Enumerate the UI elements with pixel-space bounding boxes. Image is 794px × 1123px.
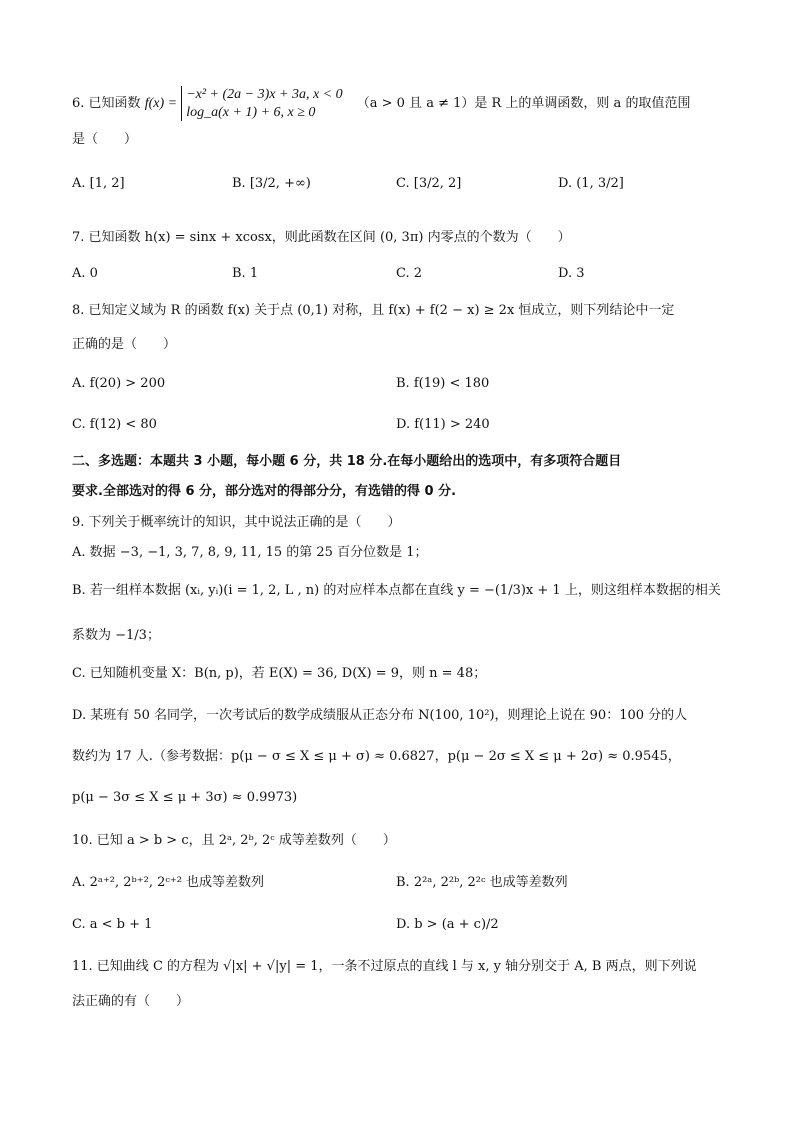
q6-option-d: D. (1, 3/2] bbox=[558, 176, 624, 191]
section2-heading-line1: 二、多选题：本题共 3 小题，每小题 6 分，共 18 分.在每小题给出的选项中，有多项符合题目 bbox=[72, 454, 622, 469]
q8-option-b: B. f(19) < 180 bbox=[396, 376, 490, 391]
q7-option-d: D. 3 bbox=[558, 266, 585, 281]
q8-option-d: D. f(11) > 240 bbox=[396, 417, 490, 432]
q6-piece2: log_a(x + 1) + 6, x ≥ 0 bbox=[186, 104, 316, 120]
q6-func: f(x) = bbox=[144, 96, 178, 111]
q10-option-a: A. 2ᵃ⁺², 2ᵇ⁺², 2ᶜ⁺² 也成等差数列 bbox=[72, 875, 265, 890]
q6-piecewise bbox=[181, 86, 342, 121]
q9-option-b-line1: B. 若一组样本数据 (xᵢ, yᵢ)(i = 1, 2, L , n) 的对应样本点都在直线 y = −(1/3)x + 1 上，则这组样本数据的相关 bbox=[72, 583, 721, 598]
q6-cont: 是（ ） bbox=[72, 132, 138, 147]
q7-option-a: A. 0 bbox=[72, 266, 98, 281]
q9-option-d-line3: p(μ − 3σ ≤ X ≤ μ + 3σ) ≈ 0.9973) bbox=[72, 790, 298, 805]
q9-stem: 9. 下列关于概率统计的知识，其中说法正确的是（ ） bbox=[72, 515, 401, 530]
q6-prefix: 6. 已知函数 bbox=[72, 96, 141, 111]
q6-piece1: −x² + (2a − 3)x + 3a, x < 0 bbox=[186, 87, 343, 102]
q6-option-a: A. [1, 2] bbox=[72, 176, 125, 191]
q6-option-c: C. [3/2, 2] bbox=[396, 176, 462, 191]
q9-option-d-line2: 数约为 17 人.（参考数据：p(μ − σ ≤ X ≤ μ + σ) ≈ 0.6827，p(μ − 2σ ≤ X ≤ μ + 2σ) ≈ 0.9545， bbox=[72, 749, 681, 764]
q7-option-b: B. 1 bbox=[232, 266, 259, 281]
q9-option-c: C. 已知随机变量 X：B(n, p)，若 E(X) = 36, D(X) = 9，则 n = 48； bbox=[72, 666, 487, 681]
q8-option-a: A. f(20) > 200 bbox=[72, 376, 166, 391]
q10-option-c: C. a < b + 1 bbox=[72, 917, 153, 932]
q11-stem-line2: 法正确的有（ ） bbox=[72, 994, 190, 1009]
q10-stem: 10. 已知 a > b > c，且 2ᵃ, 2ᵇ, 2ᶜ 成等差数列（ ） bbox=[72, 833, 396, 848]
q8-option-c: C. f(12) < 80 bbox=[72, 417, 157, 432]
q7-stem: 7. 已知函数 h(x) = sinx + xcosx，则此函数在区间 (0, 3π) 内零点的个数为（ ） bbox=[72, 230, 571, 245]
q8-stem-line1: 8. 已知定义域为 R 的函数 f(x) 关于点 (0,1) 对称，且 f(x) + f(2 − x) ≥ 2x 恒成立，则下列结论中一定 bbox=[72, 303, 675, 318]
q11-stem-line1: 11. 已知曲线 C 的方程为 √|x| + √|y| = 1，一条不过原点的直线 l 与 x, y 轴分别交于 A, B 两点，则下列说 bbox=[72, 959, 697, 974]
q10-option-d: D. b > (a + c)/2 bbox=[396, 917, 499, 932]
q9-option-b-line2: 系数为 −1/3； bbox=[72, 628, 160, 643]
q9-option-a: A. 数据 −3, −1, 3, 7, 8, 9, 11, 15 的第 25 百分位数是 1； bbox=[72, 545, 428, 560]
q6-option-b: B. [3/2, +∞) bbox=[232, 176, 311, 191]
section2-heading-line2: 要求.全部选对的得 6 分，部分选对的得部分分，有选错的得 0 分. bbox=[72, 484, 457, 499]
q8-stem-line2: 正确的是（ ） bbox=[72, 337, 177, 352]
q10-option-b: B. 2²ᵃ, 2²ᵇ, 2²ᶜ 也成等差数列 bbox=[396, 875, 568, 890]
q6-stem bbox=[72, 86, 690, 121]
q6-condition: （a > 0 且 a ≠ 1）是 R 上的单调函数，则 a 的取值范围 bbox=[356, 96, 691, 111]
q7-option-c: C. 2 bbox=[396, 266, 423, 281]
q9-option-d-line1: D. 某班有 50 名同学，一次考试后的数学成绩服从正态分布 N(100, 10²)，则理论上说在 90：100 分的人 bbox=[72, 708, 688, 723]
